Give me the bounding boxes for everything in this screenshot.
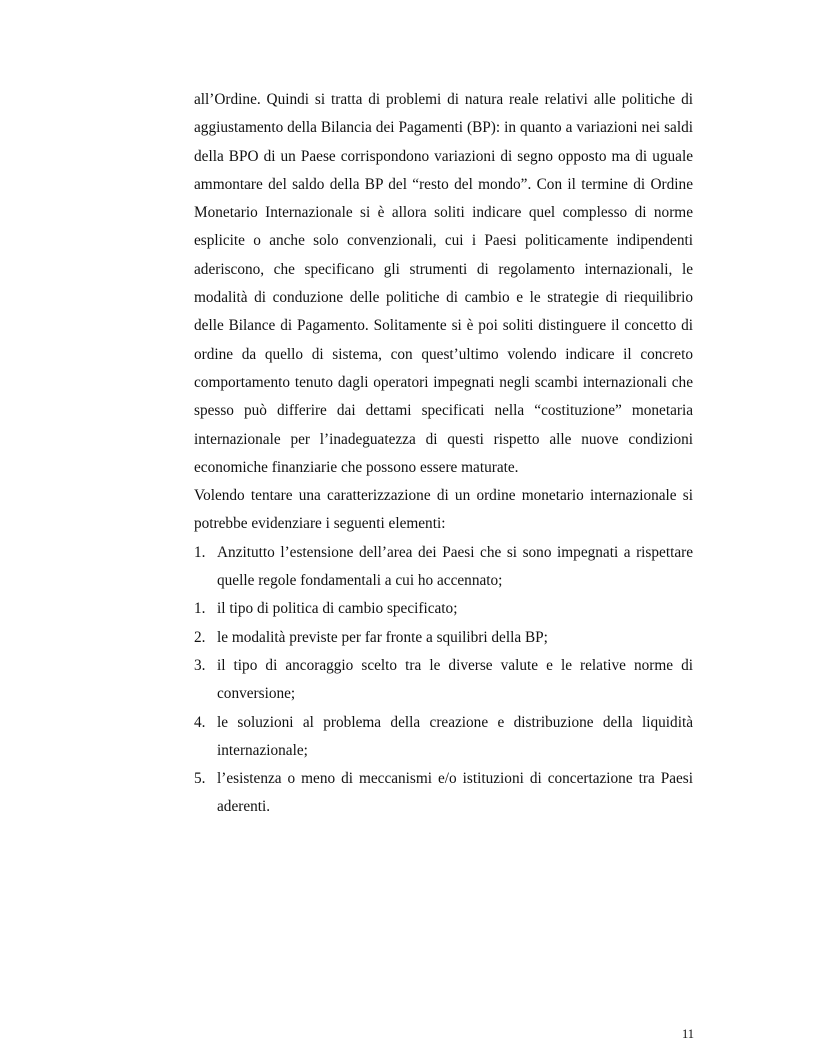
paragraph-ordine-monetario: all’Ordine. Quindi si tratta di problemi di natura reale relativi alle politiche di aggiustamento della Bilancia dei Pagamenti (BP): in quanto a variazioni nei saldi della BPO di un Paese corrispondono variazioni di segno opposto ma di uguale ammontare del saldo della BP del “resto del mondo”. Con il termine di Ordine Monetario Internazionale si è allora soliti indicare quel complesso di norme esplicite o anche solo convenzionali, cui i Paesi politicamente indipendenti aderiscono, che specificano gli strumenti di regolamento internazionali, le modalità di conduzione delle politiche di cambio e le strategie di riequilibrio delle Bilance di Pagamento. Solitamente si è poi soliti distinguere il concetto di ordine da quello di sistema, con quest’ultimo volendo indicare il concreto comportamento tenuto dagli operatori impegnati negli scambi internazionali che spesso può differire dai dettami specificati nella “costituzione” monetaria internazionale per l’inadeguatezza di questi rispetto alle nuove condizioni economiche finanziarie che possono essere maturate. [194, 91, 693, 476]
list-text: Anzitutto l’estensione dell’area dei Paesi che si sono impegnati a rispettare quelle regole fondamentali a cui ho accennato; [217, 543, 693, 590]
list-number: 3. [194, 656, 206, 674]
list-text: l’esistenza o meno di meccanismi e/o istituzioni di concertazione tra Paesi aderenti. [217, 770, 693, 816]
list-item [194, 539, 693, 596]
list-item [194, 709, 693, 766]
list-number: 5. [194, 770, 206, 788]
elements-list [194, 539, 693, 822]
list-number: 2. [194, 628, 206, 646]
list-item [194, 765, 693, 822]
list-number: 1. [194, 600, 206, 618]
body-text [194, 86, 693, 822]
list-number: 4. [194, 713, 206, 731]
page-number: 11 [681, 1027, 694, 1041]
list-item [194, 595, 693, 623]
list-text: le soluzioni al problema della creazione e distribuzione della liquidità internazionale; [217, 713, 693, 759]
list-text: le modalità previste per far fronte a squilibri della BP; [217, 628, 548, 646]
list-text: il tipo di politica di cambio specificato; [217, 600, 458, 618]
paragraph-caratterizzazione: Volendo tentare una caratterizzazione di un ordine monetario internazionale si potrebbe evidenziare i seguenti elementi: [194, 487, 693, 533]
list-text: il tipo di ancoraggio scelto tra le diverse valute e le relative norme di conversione; [217, 656, 693, 703]
list-item [194, 652, 693, 709]
list-item [194, 624, 693, 652]
list-number: 1. [194, 543, 206, 561]
